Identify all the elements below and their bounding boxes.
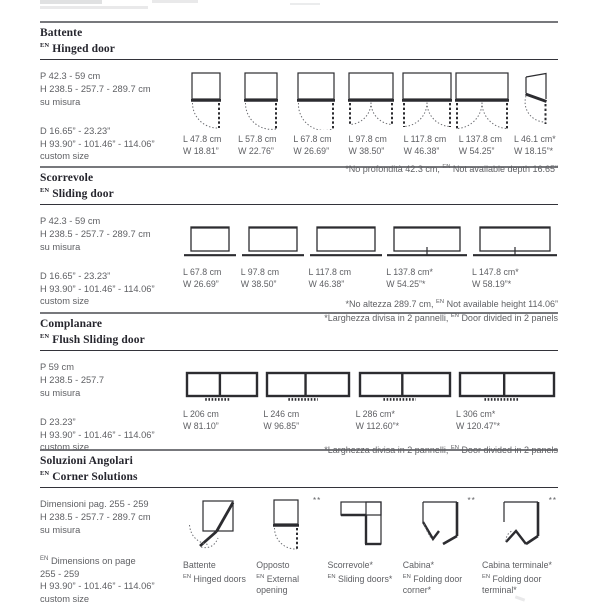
corner-cabina-diagram [413,496,476,554]
cropped-content-remnant [290,3,320,5]
metric-specs: P 59 cm H 238.5 - 257.7 su misura [40,362,105,398]
corner-cabina-terminal-diagram [494,496,557,554]
diagram-column [183,72,231,157]
diagram-column [241,225,305,290]
footnote: *No altezza 289.7 cm, $^{EN}$ Not available height 114.06” [345,299,558,310]
footnote: *Larghezza divisa in 2 pannelli, $^{EN}$ Door divided in 2 panels [324,445,558,456]
specs-column [40,70,183,175]
diagram-column [459,72,507,157]
hinged-1-diagram [243,72,281,130]
diagram-size-label: L 57.8 cm W 22.76” [238,134,277,156]
diagram-size-label: L 117.8 cm W 46.38” [308,267,352,289]
cropped-content-remnant [40,6,148,9]
corner-sliding-diagram [335,498,389,554]
double-asterisk-marker: ** [313,496,322,506]
diagram-size-label: L 97.8 cm W 38.50” [240,267,280,289]
sliding-diagram [309,225,383,263]
sliding-diagram [183,225,237,263]
hinged-1-diagram [296,72,338,130]
diagram-size-label: L 137.8 cm* W 54.25”* [386,267,433,289]
footnote: *No profondità 42.3 cm, $^{EN}$ Not available depth 16.65” [345,164,558,175]
section-title: Complanare $^{EN}$ Flush Sliding door [40,318,145,346]
corner-external-diagram [266,496,322,554]
section-title: Soluzioni Angolari $^{EN}$ Corner Solutions [40,455,138,483]
section-battente [40,27,558,175]
diagram-column [514,72,558,157]
corner-hinged-diagram [187,498,245,554]
metric-specs: P 42.3 - 59 cm H 238.5 - 257.7 - 289.7 cm su misura [40,71,151,107]
diagram-size-label: L 117.8 cm W 46.38” [403,134,447,156]
specs-column [40,361,183,456]
diagram-column [263,371,353,432]
sliding-diagram [241,225,305,263]
diagram-size-label: L 97.8 cm W 38.50” [348,134,387,156]
diagram-name-label: Scorrevole* $^{EN}$ Sliding doors* [327,560,393,584]
diagram-size-label: L 206 cm W 81.10” [183,409,219,431]
section-title: Scorrevole $^{EN}$ Sliding door [40,172,114,200]
flush-diagram [456,371,558,405]
specs-column [40,498,183,605]
diagram-size-label: L 306 cm* W 120.47”* [455,409,500,431]
diagram-size-label: L 67.8 cm W 26.69” [293,134,332,156]
section-title: Battente $^{EN}$ Hinged door [40,27,115,55]
diagram-name-label: Battente $^{EN}$ Hinged doors [183,560,246,584]
title-rule [40,487,558,489]
cropped-content-remnant [40,0,102,4]
double-asterisk-marker: ** [548,496,557,506]
imperial-specs: D 16.65” - 23.23” H 93.90” - 101.46” - 114.06” custom size [40,126,155,162]
diagram-size-label: L 286 cm* W 112.60”* [355,409,400,431]
diagram-column [183,371,261,432]
sliding-2-diagram [472,225,558,263]
diagram-column [456,371,558,432]
metric-specs: Dimensioni pag. 255 - 259 H 238.5 - 257.7 - 289.7 cm su misura [40,499,151,535]
section-scorrevole [40,172,558,324]
hinged-2-diagram [401,72,455,130]
footnote: *Larghezza divisa in 2 pannelli, $^{EN}$ Door divided in 2 panels [324,313,558,324]
diagram-column [293,72,341,157]
section-complanare [40,318,558,456]
diagram-column [404,72,452,157]
diagrams-area [183,361,558,456]
diagram-size-label: L 137.8 cm W 54.25” [458,134,502,156]
diagram-size-label: L 147.8 cm* W 58.19”* [472,267,519,289]
diagram-column [183,498,249,585]
diagram-column [183,225,237,290]
diagram-column [348,72,396,157]
imperial-specs: D 23.23” H 93.90” - 101.46” - 114.06” custom size [40,417,155,453]
imperial-specs: $^{EN}$ Dimensions on page 255 - 259 H 93.90” - 101.46” - 114.06” custom size [40,556,155,604]
section-soluzioni-angolari [40,455,558,605]
diagram-column [386,225,468,290]
diagrams-area [183,215,558,324]
specs-column [40,215,183,324]
diagram-name-label: Cabina terminale* $^{EN}$ Folding door terminal* [482,560,552,596]
cropped-content-remnant [152,0,198,3]
diagrams-area [183,70,558,175]
title-rule [40,350,558,352]
hinged-2-diagram [347,72,397,130]
diagram-name-label: Cabina* $^{EN}$ Folding door corner* [402,560,463,596]
diagram-size-label: L 46.1 cm* W 18.15”* [513,134,556,156]
diagram-size-label: L 47.8 cm W 18.81” [183,134,222,156]
title-rule [40,59,558,61]
diagram-column [328,498,396,585]
diagram-column [403,498,475,596]
hinged-2-diagram [454,72,512,130]
flush-diagram [263,371,353,405]
top-rule [40,21,558,23]
diagram-column [309,225,383,290]
metric-specs: P 42.3 - 59 cm H 238.5 - 257.7 - 289.7 cm su misura [40,216,151,252]
double-asterisk-marker: ** [467,496,476,506]
diagram-column [356,371,454,432]
diagram-column [238,72,286,157]
title-rule [40,204,558,206]
hinged-1-diagram [190,72,224,130]
sliding-2-diagram [386,225,468,263]
diagram-size-label: L 246 cm W 96.85” [263,409,300,431]
imperial-specs: D 16.65” - 23.23” H 93.90” - 101.46” - 114.06” custom size [40,271,155,307]
diagrams-area [183,498,558,605]
diagram-name-label: Opposto $^{EN}$ External opening [256,560,300,596]
diagram-column [472,225,558,290]
diagram-size-label: L 67.8 cm W 26.69” [183,267,222,289]
hinged-corner-diagram [519,72,553,130]
flush-diagram [183,371,261,405]
diagram-column [482,498,558,596]
diagram-column [256,498,320,596]
flush-diagram [356,371,454,405]
